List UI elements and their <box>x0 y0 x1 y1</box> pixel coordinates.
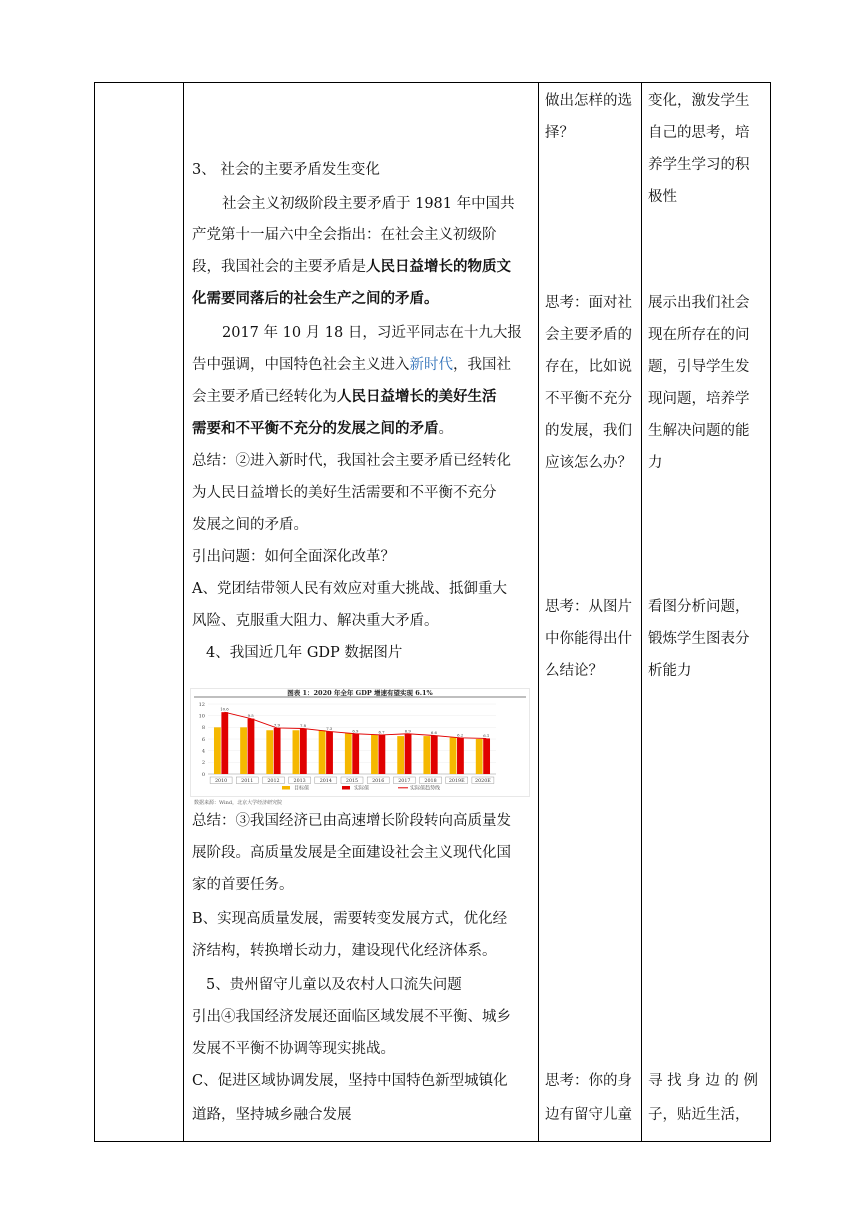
col2-line <box>192 843 511 863</box>
col3-line <box>545 389 632 409</box>
content-column <box>184 83 538 1141</box>
col2-line-text: 发展不平衡不协调等现实挑战。 <box>192 1041 395 1057</box>
legend-label: 实际值 <box>354 785 370 792</box>
col4-line <box>648 187 677 207</box>
content-column-cell <box>184 83 539 1142</box>
col3-line <box>545 421 632 441</box>
col3-line-text: 应该怎么办？ <box>545 455 632 471</box>
col2-line <box>192 289 439 309</box>
bar-target <box>240 727 247 774</box>
x-tick-label: 2011 <box>241 779 254 784</box>
col2-line <box>192 160 380 180</box>
col4-line-text: 自己的思考，培 <box>648 125 750 141</box>
col3-line <box>545 1071 632 1091</box>
bar-actual <box>300 729 307 775</box>
col4-line <box>648 357 750 377</box>
data-label: 7.9 <box>273 722 280 728</box>
purpose-column-cell <box>642 83 771 1142</box>
y-tick-label: 10 <box>198 713 205 720</box>
x-tick-label: 2016 <box>372 779 385 784</box>
col2-line <box>192 909 507 929</box>
data-label: 7.8 <box>300 723 307 728</box>
col2-line <box>192 611 439 631</box>
purpose-column <box>642 83 770 1141</box>
y-tick-label: 4 <box>201 748 205 755</box>
col4-line-text: 极性 <box>648 189 677 205</box>
bar-actual <box>352 734 359 774</box>
x-tick-label: 2015 <box>345 779 359 784</box>
col2-line <box>192 1039 395 1059</box>
col2-line <box>192 811 511 831</box>
col2-line-text: 社会主义初级阶段主要矛盾于 1981 年中国共 <box>222 196 515 212</box>
x-tick-label: 2013 <box>293 779 306 784</box>
bar-target <box>476 739 483 774</box>
col2-line-text: A、党团结带领人民有效应对重大挑战、抵御重大 <box>192 581 507 597</box>
col4-line <box>648 629 750 649</box>
x-tick-label: 2020E <box>475 779 491 784</box>
col3-line <box>545 357 632 377</box>
col2-line <box>192 451 511 471</box>
col2-line <box>206 643 402 663</box>
col2-line-bold: 需要和不平衡不充分的发展之间的矛盾 <box>192 420 439 437</box>
bar-actual <box>431 736 438 775</box>
col2-line-text: 展阶段。高质量发展是全面建设社会主义现代化国 <box>192 845 511 861</box>
col2-line-text: 3、 社会的主要矛盾发生变化 <box>192 162 380 178</box>
col4-line-text: 生解决问题的能 <box>648 423 750 439</box>
col3-line-text: 不平衡不充分 <box>545 391 632 407</box>
col2-line-text: 2017 年 10 月 18 日，习近平同志在十九大报 <box>222 325 522 341</box>
col3-line <box>545 597 632 617</box>
bar-target <box>293 730 300 774</box>
col2-line-after: ，我国社 <box>453 357 511 373</box>
col2-line <box>192 515 308 535</box>
col4-line <box>648 389 750 409</box>
col2-line <box>192 941 497 961</box>
col3-line <box>545 293 632 313</box>
col2-line-text: 道路，坚持城乡融合发展 <box>192 1107 352 1123</box>
legend-label: 实际值趋势线 <box>410 785 441 792</box>
data-label: 9.5 <box>247 713 254 719</box>
col3-line <box>545 1105 632 1125</box>
col2-line <box>192 419 453 439</box>
bar-target <box>450 738 457 774</box>
col4-line <box>648 597 750 617</box>
col2-line <box>192 1071 508 1091</box>
legend-label: 目标值 <box>294 785 310 792</box>
col3-line-text: 思考：从图片 <box>545 599 632 615</box>
col2-line <box>192 547 395 567</box>
col4-line-text: 现问题，培养学 <box>648 391 750 407</box>
bar-target <box>371 735 378 774</box>
col3-line <box>545 661 603 681</box>
col3-line-text: 择？ <box>545 125 574 141</box>
bar-target <box>423 736 430 774</box>
col3-line-text: 存在，比如说 <box>545 359 632 375</box>
y-tick-label: 8 <box>201 725 205 732</box>
x-tick-label: 2017 <box>398 779 411 784</box>
col2-line <box>192 1007 511 1027</box>
col2-line <box>192 875 294 895</box>
col3-line <box>545 123 574 143</box>
col2-line <box>192 579 507 599</box>
col4-line <box>648 661 692 681</box>
col3-line <box>545 629 632 649</box>
bar-actual <box>326 731 333 774</box>
col3-line <box>545 453 632 473</box>
x-tick-label: 2010 <box>214 779 228 784</box>
col4-line-text: 力 <box>648 455 663 471</box>
data-label: 6.7 <box>378 729 385 735</box>
bar-target <box>266 730 273 774</box>
col2-line-text: C、促进区域协调发展，坚持中国特色新型城镇化 <box>192 1073 508 1089</box>
col4-line <box>648 421 750 441</box>
col2-line <box>192 225 497 245</box>
col2-line-link[interactable]: 新时代 <box>409 357 453 373</box>
col2-line-bold: 人民日益增长的物质文 <box>366 258 511 275</box>
col2-line-text: 5、贵州留守儿童以及农村人口流失问题 <box>206 977 462 993</box>
legend-swatch <box>342 786 350 790</box>
col2-line-text: 引出④我国经济发展还面临区域发展不平衡、城乡 <box>192 1009 511 1025</box>
col2-line-text: 4、我国近几年 GDP 数据图片 <box>206 645 403 661</box>
col2-line-text: 总结：③我国经济已由高速增长阶段转向高质量发 <box>192 813 511 829</box>
col4-line-text: 变化，激发学生 <box>648 93 750 109</box>
col4-line-text: 展示出我们社会 <box>648 295 750 311</box>
bar-target <box>397 736 404 774</box>
question-column-cell <box>539 83 642 1142</box>
y-tick-label: 12 <box>198 701 205 708</box>
y-tick-label: 0 <box>201 771 205 778</box>
col3-line-text: 做出怎样的选 <box>545 93 632 109</box>
col3-line <box>545 91 632 111</box>
col4-line <box>648 293 750 313</box>
col4-line <box>648 1105 750 1125</box>
col3-line-text: 中你能得出什 <box>545 631 632 647</box>
col4-line <box>648 325 750 345</box>
bar-actual <box>483 738 490 774</box>
data-label: 6.6 <box>430 730 437 735</box>
col4-line-text: 现在所存在的问 <box>648 327 750 343</box>
col2-line-text: B、实现高质量发展，需要转变发展方式，优化经 <box>192 911 508 927</box>
col2-line <box>206 975 462 995</box>
col2-line-after: 。 <box>438 421 453 437</box>
col4-line-text: 子，贴近生活， <box>648 1107 750 1123</box>
bar-actual <box>248 719 255 774</box>
bar-actual <box>378 735 385 774</box>
data-label: 6.1 <box>483 732 490 738</box>
col2-line-text: 告中强调，中国特色社会主义进入 <box>192 357 410 373</box>
col4-line-text: 题，引导学生发 <box>648 359 750 375</box>
data-label: 6.9 <box>404 728 411 734</box>
col3-line <box>545 325 632 345</box>
data-label: 6.9 <box>352 728 359 734</box>
col4-line-text: 养学生学习的积 <box>648 157 750 173</box>
col3-line-text: 会主要矛盾的 <box>545 327 632 343</box>
col3-line-text: 思考：你的身 <box>545 1073 632 1089</box>
col3-line-text: 边有留守儿童 <box>545 1107 632 1123</box>
data-label: 10.6 <box>220 706 229 712</box>
col2-line <box>192 387 497 407</box>
x-tick-label: 2012 <box>267 779 280 784</box>
bar-target <box>319 730 326 774</box>
column-1-cell <box>95 83 184 1142</box>
col2-line-text: 产党第十一届六中全会指出：在社会主义初级阶 <box>192 227 497 243</box>
col2-line-text: 风险、克服重大阻力、解决重大矛盾。 <box>192 613 439 629</box>
col4-line <box>648 155 750 175</box>
lesson-plan-table <box>94 82 771 1142</box>
col2-line-bold: 人民日益增长的美好生活 <box>337 388 497 405</box>
col2-line-text: 为人民日益增长的美好生活需要和不平衡不充分 <box>192 485 497 501</box>
chart-source: 数据来源：Wind，北京大学经济研究院 <box>194 800 283 806</box>
bar-actual <box>221 712 228 774</box>
col2-line <box>222 323 522 343</box>
data-label: 6.2 <box>457 732 464 738</box>
col3-line-text: 思考：面对社 <box>545 295 632 311</box>
col2-line-text: 会主要矛盾已经转化为 <box>192 389 337 405</box>
col2-line-bold: 化需要同落后的社会生产之间的矛盾。 <box>192 290 439 307</box>
legend-swatch <box>282 786 290 790</box>
col2-line-text: 济结构，转换增长动力，建设现代化经济体系。 <box>192 943 497 959</box>
col2-line-text: 总结：②进入新时代，我国社会主要矛盾已经转化 <box>192 453 511 469</box>
bar-target <box>345 733 352 774</box>
col3-line-text: 的发展，我们 <box>545 423 632 439</box>
col4-line-text: 寻 找 身 边 的 例 <box>648 1073 759 1089</box>
col4-line <box>648 123 750 143</box>
col4-line-text: 析能力 <box>648 663 692 679</box>
col2-line <box>192 257 511 277</box>
col4-line-text: 看图分析问题， <box>648 599 750 615</box>
bar-actual <box>405 734 412 774</box>
y-tick-label: 6 <box>201 736 205 743</box>
x-tick-label: 2019E <box>448 779 465 784</box>
col4-line-text: 锻炼学生图表分 <box>648 631 750 647</box>
col2-line <box>192 1105 352 1125</box>
bar-target <box>214 727 221 774</box>
x-tick-label: 2014 <box>319 779 332 784</box>
chart-title: 图表 1：2020 年全年 GDP 增速有望实现 6.1% <box>287 689 433 697</box>
col4-line <box>648 91 750 111</box>
data-label: 7.3 <box>326 725 333 731</box>
bar-actual <box>457 738 464 774</box>
col2-line-text: 家的首要任务。 <box>192 877 294 893</box>
col2-line <box>192 483 497 503</box>
col2-line-text: 段，我国社会的主要矛盾是 <box>192 259 366 275</box>
col4-line <box>648 1071 758 1091</box>
col2-line-text: 发展之间的矛盾。 <box>192 517 308 533</box>
col2-line-text: 引出问题：如何全面深化改革？ <box>192 549 395 565</box>
gdp-chart <box>190 688 530 806</box>
col4-line <box>648 453 663 473</box>
bar-actual <box>274 728 281 774</box>
col2-line <box>192 355 511 375</box>
col2-line <box>222 194 515 214</box>
col3-line-text: 么结论？ <box>545 663 603 679</box>
question-column <box>539 83 641 1141</box>
x-tick-label: 2018 <box>424 779 437 784</box>
y-tick-label: 2 <box>201 760 205 767</box>
